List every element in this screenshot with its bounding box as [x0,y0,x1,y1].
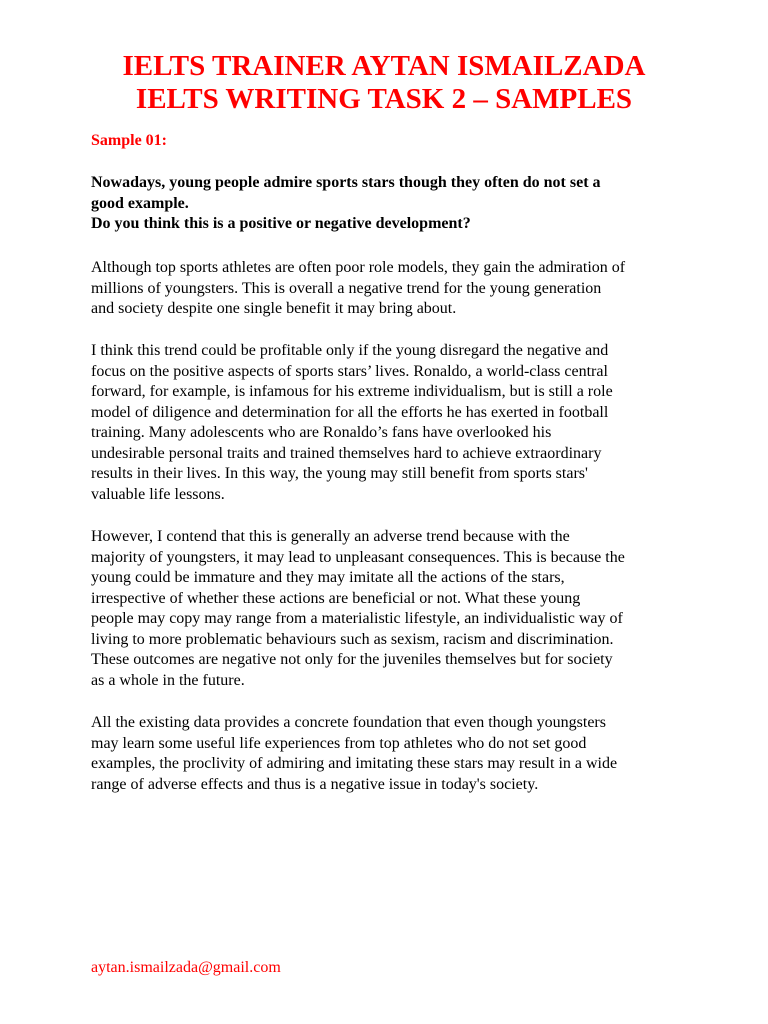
paragraph-line: range of adverse effects and thus is a negative issue in today's society. [91,775,539,793]
paragraph-line: valuable life lessons. [91,485,225,503]
paragraph-line: undesirable personal traits and trained themselves hard to achieve extraordinary [91,444,602,462]
paragraph-line: I think this trend could be profitable only if the young disregard the negative and [91,342,609,359]
paragraph-line: training. Many adolescents who are Ronaldo’s fans have overlooked his [91,424,552,441]
paragraph-line: and society despite one single benefit it may bring about. [91,300,457,317]
essay-conclusion-paragraph [91,713,691,795]
paragraph-line: as a whole in the future. [91,671,245,689]
paragraph-line: may learn some useful life experiences from top athletes who do not set good [91,734,587,752]
paragraph-line: All the existing data provides a concrete foundation that even though youngsters [91,714,606,731]
essay-question [91,173,691,235]
paragraph-line: model of diligence and determination for all the efforts he has exerted in football [91,403,609,421]
paragraph-line: forward, for example, is infamous for his extreme individualism, but is still a role [91,383,613,400]
essay-body-paragraph-2 [91,527,691,691]
paragraph-line: people may copy may range from a materialistic lifestyle, an individualistic way of [91,610,623,627]
header-subtitle: IELTS WRITING TASK 2 – SAMPLES [135,83,633,115]
paragraph-line: results in their lives. In this way, the young may still benefit from sports stars' [91,465,588,482]
question-line: Do you think this is a positive or negative development? [91,215,471,232]
paragraph-line: young could be immature and they may imitate all the actions of the stars, [91,569,565,586]
paragraph-line: However, I contend that this is generally an adverse trend because with the [91,528,570,545]
footer-email: aytan.ismailzada@gmail.com [91,959,281,976]
paragraph-line: These outcomes are negative not only for the juveniles themselves but for society [91,651,613,668]
paragraph-line: focus on the positive aspects of sports stars’ lives. Ronaldo, a world-class central [91,362,608,380]
paragraph-line: living to more problematic behaviours such as sexism, racism and discrimination. [91,630,614,648]
document-header [0,50,768,116]
question-line: Nowadays, young people admire sports stars though they often do not set a [91,174,601,191]
paragraph-line: millions of youngsters. This is overall a negative trend for the young generation [91,279,602,297]
essay-introduction-paragraph [91,258,691,320]
essay-body-paragraph-1 [91,341,691,505]
paragraph-line: irrespective of whether these actions are beneficial or not. What these young [91,589,581,607]
paragraph-line: majority of youngsters, it may lead to unpleasant consequences. This is because the [91,548,625,566]
header-title: IELTS TRAINER AYTAN ISMAILZADA [122,50,646,82]
paragraph-line: examples, the proclivity of admiring and imitating these stars may result in a wide [91,755,618,772]
sample-label: Sample 01: [91,132,167,149]
question-line: good example. [91,194,189,212]
paragraph-line: Although top sports athletes are often poor role models, they gain the admiration of [91,259,626,276]
